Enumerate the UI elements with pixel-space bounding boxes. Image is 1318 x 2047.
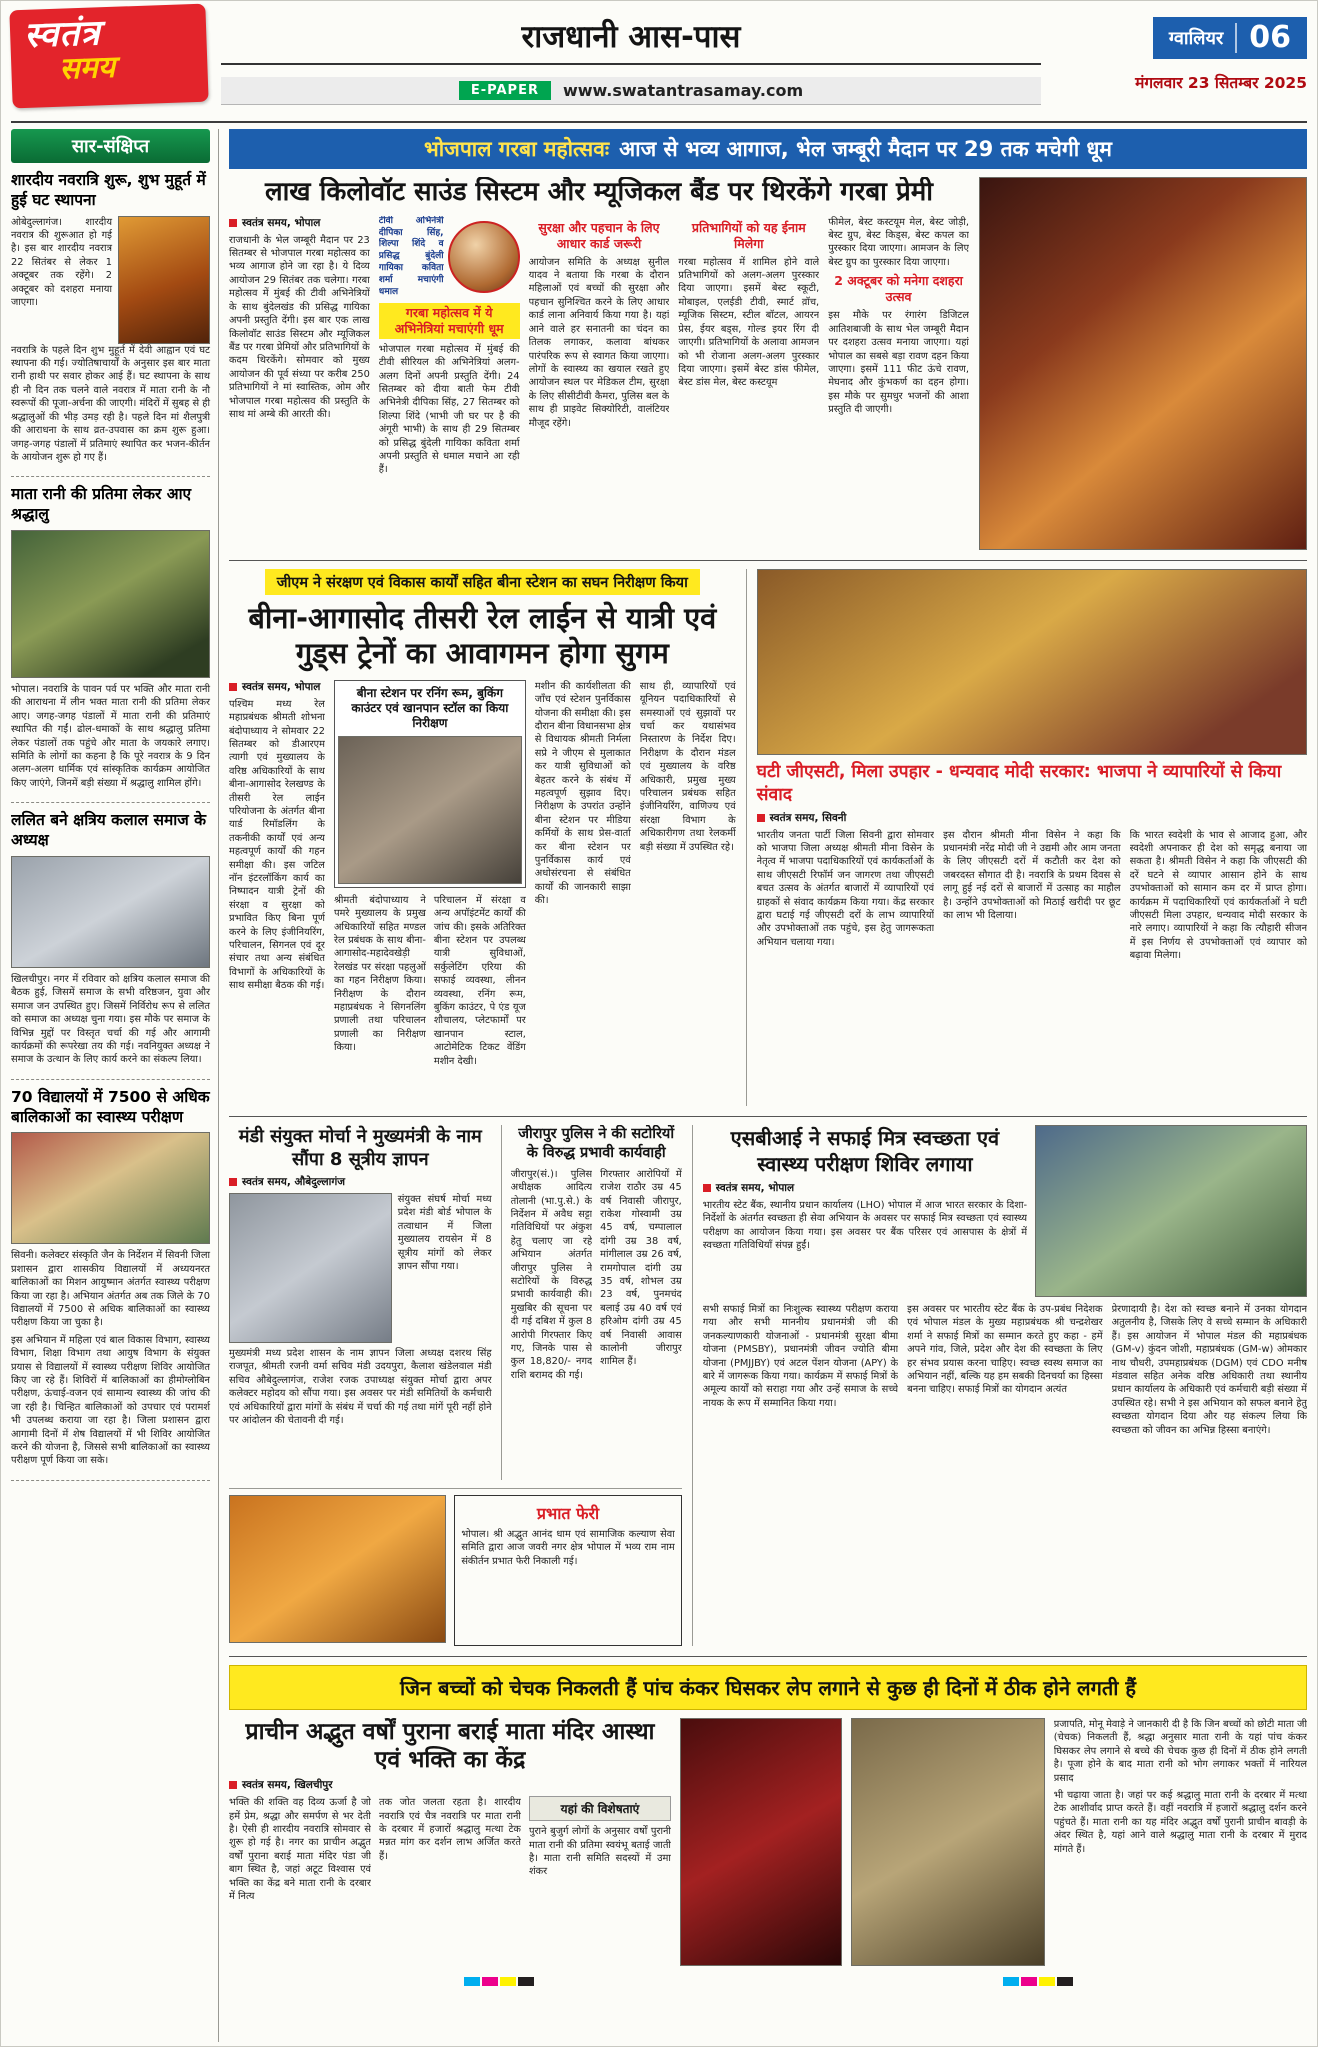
temple-deity-photo — [680, 1718, 842, 1966]
subhead-actresses: गरबा महोत्सव में ये अभिनेत्रियां मचाएंगी धूम — [379, 303, 520, 339]
body-text: भोपाल। श्री अद्भुत आनंद धाम एवं सामाजिक कल्याण सेवा समिति द्वारा आज जवरी नगर क्षेत्र भोपाल में भव्य राम नाम संकीर्तन प्रभात फेरी निकाली गई। — [461, 1529, 675, 1567]
body-text: जीरापुर(सं.)। पुलिस अधीक्षक आदित्य तोलानी (भा.पु.से.) के निर्देशन में अवैध सट्टा गतिविधियों पर अंकुश हेतु चलाए जा रहे अभियान अंतर्गत जीरापुर पुलिस ने सटोरियों के विरुद्ध प्रभावी कार्यवाही की। मुखबिर की सूचना पर दी गई दबिश में कुल 8 आरोपी गिरफ्तार किए गए, जिनके पास से कुल 18,820/- नगद राशि बरामद की गई। — [510, 1168, 593, 1381]
brief-title: शारदीय नवरात्रि शुरू, शुभ मुहूर्त में हुई घट स्थापना — [11, 171, 206, 209]
byline-text: स्वतंत्र समय, भोपाल — [715, 1182, 795, 1194]
garba-dancers-photo — [979, 177, 1307, 550]
gst-samvad-photo — [757, 569, 1307, 755]
bina-photo-title: बीना स्टेशन पर रनिंग रूम, बुकिंग काउंटर एवं खानपान स्टॉल का किया निरीक्षण — [351, 685, 509, 731]
masthead — [11, 7, 1307, 123]
byline — [757, 811, 1307, 825]
goddess-idol-photo — [118, 216, 210, 344]
briefs-header: सार-संक्षिप्त — [11, 129, 210, 163]
cmyk-marks-left — [464, 1977, 534, 1986]
body-text: साथ ही, व्यापारियों एवं यूनियन पदाधिकारियों से समस्याओं एवं सुझावों पर चर्चा कर यथासंभव निस्तारण के निर्देश दिए। निरीक्षण के दौरान मंडल एवं मुख्यालय के वरिष्ठ अधिकारी, प्रमुख मुख्य परिचालन प्रबंधक सहित इंजीनियरिंग, वाणिज्य एवं संरक्षा विभाग के अधिकारीगण तथा रेलकर्मी बड़ी संख्या में उपस्थित रहे। — [639, 680, 736, 853]
body-text: फीमेल, बेस्ट कस्टयूम मेल, बेस्ट जोड़ी, बेस्ट ग्रुप, बेस्ट किड्स, बेस्ट कपल का पुरस्कार दिया जाएगा। आमजन के लिए बेस्ट ग्रुप का पुरस्कार दिया जाएगा। — [828, 216, 969, 268]
article-bina — [229, 569, 736, 1106]
byline — [229, 1778, 671, 1792]
garba-headline: लाख किलोवॉट साउंड सिस्टम और म्यूजिकल बैंड पर थिरकेंगे गरबा प्रेमी — [264, 177, 934, 207]
banner-text: आज से भव्य आगाज, भेल जम्बूरी मैदान पर 29 तक मचेगी धूम — [619, 137, 1112, 161]
byline-text: स्वतंत्र समय, खिलचीपुर — [242, 1779, 333, 1792]
byline-bullet-icon — [703, 1184, 711, 1192]
body-text: परिचालन में संरक्षा व अन्य अपॉइंटमेंट कार्यों की जांच की। इसके अतिरिक्त बीना स्टेशन पर उपलब्ध यात्री सुविधाओं, सर्कुलेटिंग एरिया की सफाई व्यवस्था, लीनन व्यवस्था, रनिंग रूम, बुकिंग काउंटर, पे एंड यूज शौचालय, प्लेटफार्मों पर खानपान स्टाल, आटोमेटिक टिकट वेंडिंग मशीन देखी। — [433, 894, 526, 1067]
byline-bullet-icon — [229, 219, 237, 227]
prabhat-pheri-box — [454, 1495, 681, 1646]
body-text: भी चढ़ाया जाता है। जहां पर कई श्रद्धालु माता रानी के दरबार में मत्था टेक आशीर्वाद प्राप्त करते हैं। वहीं नवरात्रि में हजारों श्रद्धालु दर्शन करने पहुंचते हैं। माता रानी का यह मंदिर अद्भुत वर्षों पुरानी प्राचीन बावड़ी के अंदर स्थित है, यहां आने वाले श्रद्धालु माता रानी के दरबार में मुराद मांगते हैं। — [1053, 1790, 1307, 1855]
sbi-camp-photo — [1035, 1125, 1307, 1297]
actresses-caption: टीवी अभिनेत्री दीपिका सिंह, शिल्पा शिंदे व प्रसिद्ध बुंदेली गायिका कविता शर्मा मचाएंगी धमाल — [378, 215, 444, 297]
article-gst — [746, 569, 1307, 1106]
brief-body: सिवनी। कलेक्टर संस्कृति जैन के निर्देशन में सिवनी जिला प्रशासन द्वारा शासकीय विद्यालयों में अध्ययनरत बालिकाओं का मिशन आयुष्मान अंतर्गत स्वास्थ्य परीक्षण किया जा रहा है। अभियान अंतर्गत अब तक जिले के 70 विद्यालयों में 7500 से अधिक बालिकाओं का स्वास्थ्य परीक्षण किया जा चुका है। — [11, 1250, 210, 1329]
bina-headline: बीना-आगासोद तीसरी रेल लाईन से यात्री एवं गुड्स ट्रेनों का आवागमन होगा सुगम — [248, 601, 717, 671]
brief-navratri — [11, 163, 210, 477]
actresses-photo — [448, 221, 520, 293]
temple-headline: प्राचीन अद्भुत वर्षों पुराना बराई माता मंदिर आस्था एवं भक्ति का केंद्र — [245, 1719, 655, 1774]
body-text: इस अवसर पर भारतीय स्टेट बैंक के उप-प्रबंध निदेशक एवं भोपाल मंडल के मुख्य महाप्रबंधक श्री चन्द्रशेखर शर्मा ने सफाई मित्रों का सम्मान करते हुए कहा - हमें अपने गांव, जिले, प्रदेश और देश की स्वच्छता के लिए हर संभव प्रयास करना चाहिए। स्वच्छ स्वस्थ समाज का अभियान नहीं, बल्कि यह हम सबकी दिनचर्या का हिस्सा बनना चाहिए। सफाई मित्रों का योगदान अत्यंत — [907, 1304, 1103, 1396]
body-text: प्रजापति, मोनू मेवाड़े ने जानकारी दी है कि जिन बच्चों को छोटी माता जी (चेचक) निकलती हैं, श्रद्धा अनुसार माता रानी के यहां पांच कंकर घिसकर लेप लगाने से बच्चे की चेचक कुछ ही दिनों में ठीक होने लगती है। पूजा होने के बाद माता रानी को भोग लगाकर भक्तों में नारियल प्रसाद — [1053, 1719, 1307, 1784]
byline-text: स्वतंत्र समय, भोपाल — [242, 216, 321, 229]
article-mandi — [229, 1125, 492, 1480]
brief-samaj-adhyaksh — [11, 803, 210, 1080]
byline — [229, 216, 370, 230]
brief-title: माता रानी की प्रतिमा लेकर आए श्रद्धालु — [11, 485, 192, 524]
brief-procession — [11, 477, 210, 803]
body-text: आयोजन समिति के अध्यक्ष सुनील यादव ने बताया कि गरबा के दौरान महिलाओं एवं बच्चों की सुरक्षा और पहचान सुनिश्चित करने के लिए आधार कार्ड लाना अनिवार्य किया गया है। यहां आने वाले हर सनातनी का चंदन का तिलक लगाकर, कलावा बांधकर पारंपरिक रूप से स्वागत किया जाएगा। लोगों के स्वास्थ्य का खयाल रखते हुए आयोजन स्थल पर मेडिकल टीम, सुरक्षा के लिए सीसीटीवी कैमरा, पुलिस बल के साथ ही प्राइवेट सिक्योरिटी, वालंटियर मौजूद रहेंगे। — [528, 256, 670, 429]
article-sbi — [692, 1125, 1307, 1646]
temple-features-title: यहां की विशेषताएं — [529, 1796, 671, 1821]
byline — [229, 1175, 492, 1189]
sidebar-briefs — [11, 129, 219, 2042]
byline-bullet-icon — [757, 814, 765, 822]
masthead-right — [1055, 7, 1307, 117]
gst-headline: घटी जीएसटी, मिला उपहार - धन्यवाद मोदी सरकार: भाजपा ने व्यापारियों से किया संवाद — [756, 762, 1282, 805]
body-text: गिरफ्तार आरोपियों में राजेश राठौर उम्र 45 वर्ष निवासी जीरापुर, राकेश गोस्वामी उम्र 45 वर्ष, चम्पालाल दांगी उम्र 38 वर्ष, मांगीलाल उम्र 26 वर्ष, रामगोपाल दांगी उम्र 35 वर्ष, शोभल उम्र 23 वर्ष, पुनमचंद बलाई उम्र 40 वर्ष एवं हरिओम दांगी उम्र 45 वर्ष निवासी आवास कालोनी जीरापुर शामिल हैं। — [600, 1168, 682, 1368]
byline-text: स्वतंत्र समय, सिवनी — [769, 811, 847, 824]
prabhat-pheri-block — [229, 1488, 682, 1646]
body-text: भारतीय स्टेट बैंक, स्थानीय प्रधान कार्यालय (LHO) भोपाल में आज भारत सरकार के दिशा-निर्देशों के अंतर्गत स्वच्छता ही सेवा अभियान के अवसर पर सफाई मित्र स्वच्छता एवं स्वास्थ्य परीक्षण का आयोजन किया गया। इस अवसर पर बैंक परिसर एवं आसपास के क्षेत्रों में स्वच्छता गतिविधियाँ संपन्न हुईं। — [702, 1200, 1028, 1252]
article-row-bina-gst — [229, 561, 1307, 1117]
cmyk-marks-right — [1003, 1977, 1073, 1986]
body-text: कि भारत स्वदेशी के भाव से आजाद हुआ, और स्वदेशी अपनाकर ही देश को समृद्ध बनाया जा सकता है। श्रीमती विसेन ने कहा कि जीएसटी की दरें घटने से व्यापार आसान होने के साथ उपभोक्ताओं को सामान कम दर में प्राप्त होगा। कार्यक्रम में पदाधिकारियों एवं कार्यकर्ताओं ने घटी जीएसटी मिला उपहार, धन्यवाद मोदी सरकार के नारे लगाए। व्यापारियों ने कहा कि त्यौहारी सीजन में इस निर्णय से उपभोक्ताओं एवं व्यापार को बढ़ावा मिलेगा। — [1129, 829, 1307, 962]
body-text: भक्ति की शक्ति वह दिव्य ऊर्जा है जो हमें प्रेम, श्रद्धा और समर्पण से भर देती है। ऐसी ही शारदीय नवरात्रि सोमवार से शुरू हो गई है। नगर का प्राचीन अद्भुत वर्षों पुराना बराई माता मंदिर पंडा जी बाग स्थित है, जहां अटूट विश्वास एवं भक्ति का केंद्र बने माता रानी के दरबार में नित्य — [229, 1797, 371, 1902]
issue-date: मंगलवार 23 सितम्बर 2025 — [1135, 74, 1307, 92]
section-title: राजधानी आस-पास — [221, 7, 1041, 65]
brief-title: 70 विद्यालयों में 7500 से अधिक बालिकाओं का स्वास्थ्य परीक्षण — [11, 1087, 210, 1126]
procession-photo — [11, 530, 210, 678]
newspaper-logo — [9, 4, 208, 109]
brief-body: इस अभियान में महिला एवं बाल विकास विभाग, स्वास्थ्य विभाग, शिक्षा विभाग तथा आयुष विभाग के संयुक्त प्रयास से विद्यालयों में स्वास्थ्य परीक्षण शिविर आयोजित किए जा रहे हैं। शिविरों में बालिकाओं का हीमोग्लोबिन परीक्षण, ऊंचाई-वजन एवं सामान्य स्वास्थ्य की जांच की जा रही है। चिन्हित बालिकाओं को उपचार एवं परामर्श भी उपलब्ध कराया जा रहा है। जिला प्रशासन द्वारा आगामी दिनों में शेष विद्यालयों में भी शिविर आयोजित करने की योजना है, जिससे सभी बालिकाओं का स्वास्थ्य परीक्षण पूर्ण किया जा सके। — [11, 1334, 210, 1467]
subhead-prizes: प्रतिभागियों को यह ईनाम मिलेगा — [691, 219, 806, 251]
body-text: मुख्यमंत्री मध्य प्रदेश शासन के नाम ज्ञापन जिला अध्यक्ष दशरथ सिंह राजपूत, श्रीमती रजनी वर्मा सचिव मंडी उदयपुरा, कैलाश खंडेलवाल मंडी सचिव औबेदुल्लागंज, राजेश रजक उपाध्यक्ष संयुक्त मोर्चा द्वारा अपर कलेक्टर महोदय को सौंपा गया। इस अवसर पर मंडी समितियों के कर्मचारी एवं अधिकारियों द्वारा मांगों के संबंध में चर्चा की गई तथा मांगें पूरी नहीं होने पर आंदोलन की चेतावनी दी गई। — [229, 1348, 492, 1427]
banner-lead: भोजपाल गरबा महोत्सवः — [424, 137, 610, 161]
body-text: श्रीमती बंदोपाध्याय ने पमरे मुख्यालय के प्रमुख अधिकारियों सहित मण्डल रेल प्रबंधक के साथ बीना-आगासोद-महादेवखेड़ी रेलखंड पर संरक्षा पहलुओं का गहन निरीक्षण किया। निरीक्षण के दौरान महाप्रबंधक ने सिगनलिंग प्रणाली तथा परिचालन प्रणाली का निरीक्षण किया। — [333, 894, 426, 1054]
temple-crowd-photo — [851, 1718, 1045, 1966]
logo-text-top: स्वतंत्र — [23, 13, 102, 56]
body-text: गरबा महोत्सव में शामिल होने वाले प्रतिभागियों को अलग-अलग पुरस्कार दिया जाएगा। इसमें बेस्ट स्कूटी, मोबाइल, एलईडी टीवी, स्मार्ट व़ॉच, म्यूजिक सिस्टम, स्टील बॉटल, आयरन प्रेस, ईयर बड्स, गोल्ड इयर रिंग दी जाएगी। प्रतिभागियों के अलावा आमजन को भी रोजाना अलग-अलग पुरस्कार दिया जाएगा। इसमें बेस्ट डांस फीमेल, बेस्ट डांस मेल, बेस्ट कस्टयूम — [678, 256, 820, 389]
brief-body: नवरात्रि के पहले दिन शुभ मुहूर्त में देवी आह्वान एवं घट स्थापना की गई। ज्योतिषाचार्यों के अनुसार इस बार माता रानी हाथी पर सवार होकर आई हैं। घट स्थापना के साथ ही नौ दिन तक चलने वाले नवरात्र में माता रानी के नौ स्वरूपों की पूजा-अर्चना की जाएगी। मंदिरों में सुबह से ही श्रद्धालुओं की भीड़ उमड़ रही है। पहले दिन मां शैलपुत्री की आराधना के साथ व्रत-उपवास का क्रम शुरू हुआ। जगह-जगह पंडालों में प्रतिमाएं स्थापित कर भजन-कीर्तन के आयोजन शुरू हो गए हैं। — [11, 344, 210, 463]
body-text: पश्चिम मध्य रेल महाप्रबंधक श्रीमती शोभना बंदोपाध्याय ने सोमवार 22 सितम्बर को डीआरएम त्यागी एवं मुख्यालय के वरिष्ठ अधिकारियों के साथ बीना-आगासोद रेलखण्ड के तीसरी रेल लाईन परियोजना के अंतर्गत बीना यार्ड रिमॉडलिंग के तकनीकी कार्यों एवं अन्य महत्वपूर्ण कार्यों की गहन समीक्षा की। इस जटिल नॉन इंटरलॉकिंग कार्य का निष्पादन यात्री ट्रेनों की संरक्षा व सुरक्षा को प्रभावित किए बिना पूर्ण करने के लिए इंजीनियरिंग, परिचालन, सिगनल एवं दूर संचार तथा अन्य संबंधित विभागों के अधिकारियों के साथ समीक्षा बैठक की गई। — [229, 698, 325, 992]
brief-body: खिलचीपुर। नगर में रविवार को क्षत्रिय कलाल समाज की बैठक हुई, जिसमें समाज के सभी वरिष्ठजन, युवा और समाज जन उपस्थित हुए। जिसमें निर्विरोध रूप से ललित को समाज का अध्यक्ष चुना गया। इस मौके पर समाज के विभिन्न मुद्दों पर विस्तृत चर्चा की गई और आगामी कार्यक्रमों की रूपरेखा तय की गई। नवनियुक्त अध्यक्ष ने समाज के उत्थान के लिए कार्य करने का संकल्प लिया। — [11, 973, 210, 1066]
website-link[interactable]: www.swatantrasamay.com — [562, 81, 804, 100]
brief-health-checkup — [11, 1080, 210, 1481]
body-text: तक जोत जलता रहता है। शारदीय नवरात्रि एवं चैत्र नवरात्रि पर माता रानी के दरबार में हजारों श्रद्धालु मत्था टेक मन्नत मांग कर दर्शन लाभ अर्जित करते हैं। — [378, 1797, 521, 1862]
body-text: भारतीय जनता पार्टी जिला सिवनी द्वारा सोमवार को भाजपा जिला अध्यक्ष श्रीमती मीना विसेन के नेतृत्व में भाजपा पदाधिकारियों एवं कार्यकर्ताओं के साथ जीएसटी रिफॉर्म जन जागरण तथा जीएसटी बचत उत्सव के अंतर्गत बाजारों में व्यापारियों एवं ग्राहकों से संवाद कार्यक्रम किया गया। केंद्र सरकार द्वारा घटाई गई जीएसटी दरों के लाभ व्यापारियों और उपभोक्ताओं तक पहुंचे, इस हेतु जागरूकता अभियान चलाया गया। — [756, 829, 935, 948]
sbi-headline: एसबीआई ने सफाई मित्र स्वच्छता एवं स्वास्थ्य परीक्षण शिविर लगाया — [730, 1126, 1000, 1176]
mandi-memo-photo — [229, 1193, 392, 1343]
subhead-dussehra: 2 अक्टूबर को मनेगा दशहरा उत्सव — [834, 273, 963, 305]
byline-bullet-icon — [229, 1178, 237, 1186]
actresses-inset — [379, 216, 520, 299]
article-jirapur-police — [501, 1125, 682, 1480]
byline-bullet-icon — [229, 683, 237, 691]
subhead-aadhaar: सुरक्षा और पहचान के लिए आधार कार्ड जरूरी — [538, 219, 660, 251]
epaper-badge: E-PAPER — [459, 81, 551, 100]
mandi-headline: मंडी संयुक्त मोर्चा ने मुख्यमंत्री के नाम सौंपा 8 सूत्रीय ज्ञापन — [238, 1126, 482, 1171]
byline-text: स्वतंत्र समय, भोपाल — [242, 680, 321, 693]
page-number: 06 — [1235, 23, 1291, 53]
article-garba — [229, 169, 1307, 561]
body-text: मशीन की कार्यशीलता की जाँच एवं स्टेशन पुनर्विकास योजना की समीक्षा की। इस दौरान बीना विधानसभा क्षेत्र से विधायक श्रीमती निर्मला सप्रे ने जीएम से मुलाकात कर यात्री सुविधाओं को बेहतर करने के संबंध में महत्वपूर्ण सुझाव दिए। निरीक्षण के उपरांत उन्होंने बीना स्टेशन पर मीडिया कर्मियों के साथ प्रेस-वार्ता कर बीना स्टेशन पर पुनर्विकास कार्य एवं अधोसंरचना से संबंधित कार्यों की जानकारी साझा की। — [534, 680, 631, 907]
logo-text-bottom: समय — [58, 49, 116, 87]
brief-title: ललित बने क्षत्रिय कलाल समाज के अध्यक्ष — [11, 811, 207, 850]
brief-body: भोपाल। नवरात्रि के पावन पर्व पर भक्ति और माता रानी की आराधना में लीन भक्त माता रानी की प्रतिमा लेकर आए। जगह-जगह पंडालों में माता रानी की प्रतिमाएं स्थापित की गईं। ढोल-धमाकों के साथ श्रद्धालु प्रतिमा लेकर पंडालों तक पहुंचे और माता के जयकारे लगाए। समिति के लोगों का कहना है कि पूरे नवरात्र के 9 दिन अलग-अलग धार्मिक एवं सांस्कृतिक कार्यक्रम आयोजित किए जाएंगे, जिनमें बड़ी संख्या में श्रद्धालु शामिल होंगे। — [11, 683, 210, 789]
chechak-banner: जिन बच्चों को चेचक निकलती हैं पांच कंकर घिसकर लेप लगाने से कुछ ही दिनों में ठीक होने लगती हैं — [229, 1665, 1307, 1710]
bina-kicker: जीएम ने संरक्षण एवं विकास कार्यों सहित बीना स्टेशन का सघन निरीक्षण किया — [265, 569, 700, 595]
page-body — [11, 129, 1307, 2042]
brief-body: ओबेदुल्लागंज। शारदीय नवरात्र की शुरूआत हो गई है। इस बार शारदीय नवरात्र 22 सितंबर से लेकर 1 अक्टूबर तक रहेंगे। 2 अक्टूबर को दशहरा मनाया जाएगा। — [11, 216, 112, 309]
top-banner — [229, 129, 1307, 169]
body-text: इस दौरान श्रीमती मीना विसेन ने कहा कि प्रधानमंत्री नरेंद्र मोदी जी ने उद्यमी और आम जनता के लिए जीएसटी दरों में कटौती कर देश को जबरदस्त सौगात दी है। नवरात्रि के प्रथम दिवस से लागू हुई नई दरों से बाजारों में उत्साह का माहौल है। उन्होंने उपभोक्ताओं को मिठाई खरीदी पर छूट का लाभ भी दिलाया। — [943, 829, 1121, 921]
byline — [703, 1181, 1027, 1195]
samaj-group-photo — [11, 856, 210, 968]
city-label: ग्वालियर — [1168, 28, 1224, 49]
jirapur-headline: जीरापुर पुलिस ने की सटोरियों के विरुद्ध प्रभावी कार्यवाही — [518, 1126, 675, 1161]
body-text: सभी सफाई मित्रों का निःशुल्क स्वास्थ्य परीक्षण कराया गया और सभी माननीय प्रधानमंत्री जी की जनकल्याणकारी योजनाओं - प्रधानमंत्री सुरक्षा बीमा योजना (PMSBY), प्रधानमंत्री जीवन ज्योति बीमा योजना (PMJJBY) एवं अटल पेंशन योजना (APY) के बारे में जागरूक किया गया। कार्यक्रम में सफाई मित्रों के अमूल्य कार्यों को सराहा गया और उन्हें समाज के सच्चे नायक के रूप में सम्मानित किया गया। — [702, 1304, 899, 1409]
city-page-box — [1153, 17, 1307, 59]
article-temple — [229, 1716, 1307, 1970]
health-camp-photo — [11, 1132, 210, 1244]
body-text: पुराने बुजुर्ग लोगों के अनुसार वर्षों पुरानी माता रानी की प्रतिमा स्वयंभू बताई जाती है। माता रानी समिति सदस्यों में उमा शंकर — [528, 1826, 671, 1878]
epaper-row — [221, 77, 1041, 105]
main-content — [229, 129, 1307, 2042]
body-text: राजधानी के भेल जम्बूरी मैदान पर 23 सितम्बर से भोजपाल गरबा महोत्सव का भव्य आगाज होने जा रहा है। ये दिव्य आयोजन 29 सितंबर तक चलेगा। गरबा महोत्सव में मुंबई की टीवी अभिनेत्रियों के साथ बुंदेलखंड की प्रसिद्ध गायिका अपनी प्रस्तुति देंगी। इस बार एक लाख किलोवॉट साउंड सिस्टम और म्यूजिकल बैंड पर गरबा प्रेमियों और प्रतिभागियों के कदम थिरकेंगे। सोमवार को मुख्य आयोजन की पूर्व संध्या पर करीब 250 प्रतिभागियों ने मां स्वास्तिक, ओम और भोजपाल गरबा महोत्सव की प्रस्तुति के साथ मां अम्बे की आरती की। — [229, 234, 370, 420]
body-text: प्रेरणादायी है। देश को स्वच्छ बनाने में उनका योगदान अतुलनीय है, जिसके लिए वे सच्चे सम्मान के अधिकारी हैं। इस आयोजन में भोपाल मंडल की महाप्रबंधक (GM-v) कुंदन जोशी, महाप्रबंधक (GM-w) ओमकार नाथ चौधरी, उपमहाप्रबंधक (DGM) एवं CDO मनीष मंडवाल सहित अनेक वरिष्ठ अधिकारी तथा स्थानीय प्रधान कार्यालय के अधिकारी एवं कर्मचारी बड़ी संख्या में उपस्थित रहे। सभी ने इस अभियान को सफल बनाने हेतु स्वच्छता योगदान दिया और यह संकल्प लिया कि स्वच्छता को जीवन का अभिन्न हिस्सा बनाएंगे। — [1111, 1304, 1307, 1436]
masthead-center — [221, 7, 1041, 117]
byline-bullet-icon — [229, 1781, 237, 1789]
body-text: संयुक्त संघर्ष मोर्चा मध्य प्रदेश मंडी बोर्ड भोपाल के तत्वाधान में जिला मुख्यालय रायसेन में 8 सूत्रीय मांगों को लेकर ज्ञापन सौंपा गया। — [397, 1194, 492, 1273]
prabhat-title: प्रभात फेरी — [536, 1504, 600, 1523]
registration-marks — [229, 1974, 1307, 1988]
prabhat-pheri-photo — [229, 1495, 446, 1643]
article-row-mandi-police-sbi — [229, 1117, 1307, 1657]
bina-inspection-photo — [338, 736, 522, 884]
body-text: इस मौके पर रंगारंग डिजिटल आतिशबाजी के साथ भेल जम्बूरी मैदान पर दशहरा उत्सव मनाया जाएगा। यहां भोपाल का सबसे बड़ा रावण दहन किया जाएगा। इसमें 111 फीट ऊंचे रावण, मेघनाद और कुंभकर्ण का दहन होगा। इस मौके पर सुमधुर भजनों की आशा प्रस्तुति दी जाएगी। — [828, 310, 969, 416]
body-text: भोजपाल गरबा महोत्सव में मुंबई की टीवी सीरियल की अभिनेत्रियां अलग-अलग दिनों अपनी प्रस्तुति देंगी। 24 सितम्बर को दीया बाती फेम टीवी अभिनेत्री दीपिका सिंह, 27 सितम्बर को शिल्पा शिंदे (भाभी जी घर पर है की अंगूरी भाभी) के साथ ही 29 सितम्बर को प्रसिद्ध बुंदेली गायिका कविता शर्मा अपनी प्रस्तुति से धमाल मचाने आ रही हैं। — [378, 343, 520, 476]
byline — [229, 680, 325, 694]
bina-photo-box — [334, 680, 526, 888]
byline-text: स्वतंत्र समय, औबेदुल्लागंज — [242, 1176, 346, 1189]
